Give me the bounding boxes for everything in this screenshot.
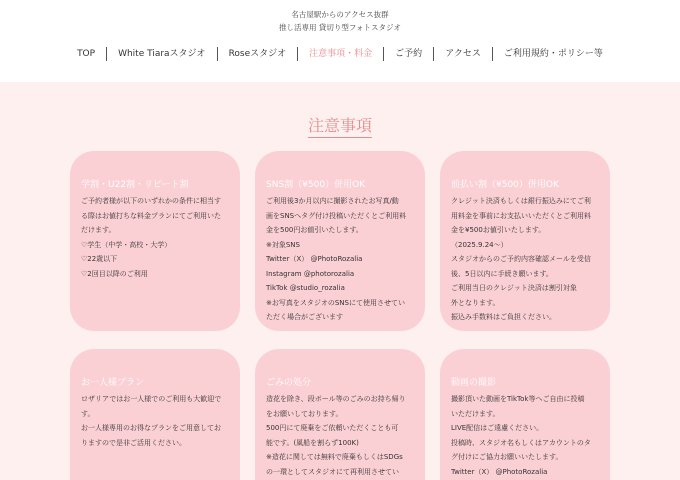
card-student-discount — [70, 151, 240, 331]
card-line: ご利用後3か月以内に撮影されたお写真/動 — [266, 197, 399, 205]
card-solo-plan — [70, 349, 240, 480]
card-line: TikTok @studio_rozalia — [266, 284, 345, 292]
card-title: お一人様プラン — [81, 378, 145, 388]
tagline-line-1: 名古屋駅からのアクセス抜群 — [291, 10, 389, 19]
card-line: （2025.9.24〜） — [451, 240, 508, 249]
card-line: だけます。 — [81, 226, 116, 234]
card-line: 500円にて廃棄をご依頼いただくことも可 — [266, 424, 399, 432]
section-title — [0, 113, 680, 136]
main-nav — [0, 46, 680, 62]
card-line: ♡2回目以降のご利用 — [81, 269, 148, 278]
card-line: Twitter（X） @PhotoRozalia — [451, 467, 548, 476]
card-video-recording — [440, 349, 610, 480]
card-line: グ付けにご協力お願いいたします。 — [451, 453, 563, 461]
card-line: 後、5日以内に手続き願います。 — [451, 269, 553, 278]
card-sns-discount — [255, 151, 425, 331]
card-line: す。 — [81, 409, 95, 418]
card-line: ※お写真をスタジオのSNSにて使用させてい — [266, 298, 405, 307]
card-body — [451, 194, 599, 325]
card-title: 前払い割（¥500）併用OK — [451, 180, 559, 190]
card-line: をお願いしております。 — [266, 409, 343, 418]
card-title: 学割・U22割・リピート割 — [81, 180, 189, 190]
nav-item-notes-pricing[interactable]: 注意事項・料金 — [298, 47, 384, 61]
card-line: りますので是非ご活用ください。 — [81, 438, 186, 447]
card-line: ご利用当日のクレジット決済は割引対象 — [451, 284, 577, 292]
card-line: ♡22歳以下 — [81, 255, 118, 263]
nav-item-terms[interactable]: ご利用規約・ポリシー等 — [503, 49, 603, 59]
card-line: ロザリアではお一人様でのご利用も大歓迎で — [81, 395, 222, 403]
nav-item-white-tiara[interactable]: White Tiaraスタジオ — [107, 47, 217, 61]
card-body — [266, 194, 414, 325]
card-line: る際はお値打ちな料金プランにてご利用いた — [81, 211, 221, 220]
card-line: ※造花に関しては無料で廃棄もしくはSDGs — [266, 453, 403, 461]
card-line: LIVE配信はご遠慮ください。 — [451, 424, 544, 432]
card-line: 能です。(風船を割らず100K) — [266, 438, 359, 447]
card-title: ごみの処分 — [266, 378, 312, 388]
site-header — [0, 0, 680, 82]
card-line: 用料金を事前にお支払いいただくとご利用料 — [451, 211, 591, 220]
site-tagline — [0, 8, 680, 34]
nav-item-access[interactable]: アクセス — [434, 47, 493, 61]
card-line: いただけます。 — [451, 409, 500, 418]
card-line: 外となります。 — [451, 298, 500, 307]
card-title: 動画の撮影 — [451, 378, 497, 388]
nav-item-reservation[interactable]: ご予約 — [384, 47, 434, 61]
card-line: ただく場合がございます — [266, 313, 343, 321]
card-line: ♡学生（中学・高校・大学） — [81, 240, 172, 249]
tagline-line-2: 推し活専用 貸切り型フォトスタジオ — [279, 23, 401, 32]
card-body — [451, 392, 599, 479]
card-body — [81, 194, 229, 281]
card-line: 振込み手数料はご負担ください。 — [451, 313, 556, 321]
card-title: SNS割（¥500）併用OK — [266, 180, 366, 190]
card-line: 撮影頂いた動画をTikTok等へご自由に投稿 — [451, 395, 585, 403]
card-body — [266, 392, 414, 479]
card-body — [81, 392, 229, 450]
card-prepay-discount — [440, 151, 610, 331]
card-line: 金を¥500お値引いたします。 — [451, 226, 546, 234]
section-title-text: 注意事項 — [308, 116, 372, 138]
card-line: の一環としてスタジオにて再利用させてい — [266, 467, 399, 476]
card-line: ※対象SNS — [266, 240, 300, 249]
card-garbage-disposal — [255, 349, 425, 480]
nav-item-rose[interactable]: Roseスタジオ — [218, 47, 299, 61]
card-line: 画をSNSへタグ付け投稿いただくとご利用料 — [266, 211, 407, 220]
card-line: Instagram @photorozalia — [266, 269, 355, 278]
card-line: Twitter（X） @PhotoRozalia — [266, 255, 363, 263]
card-line: 投稿時、スタジオ名もしくはアカウントのタ — [451, 438, 591, 447]
card-line: ご予約者様が以下のいずれかの条件に相当す — [81, 197, 221, 205]
card-line: スタジオからのご予約内容確認メールを受信 — [451, 255, 591, 263]
card-line: 金を500円お値引いたします。 — [266, 226, 363, 234]
card-line: お一人様専用のお得なプランをご用意してお — [81, 424, 221, 432]
card-line: 造花を除き、段ボール等のごみのお持ち帰り — [266, 395, 406, 403]
nav-item-top[interactable]: TOP — [66, 47, 107, 61]
card-line: クレジット決済もしくは銀行振込みにてご利 — [451, 197, 591, 205]
